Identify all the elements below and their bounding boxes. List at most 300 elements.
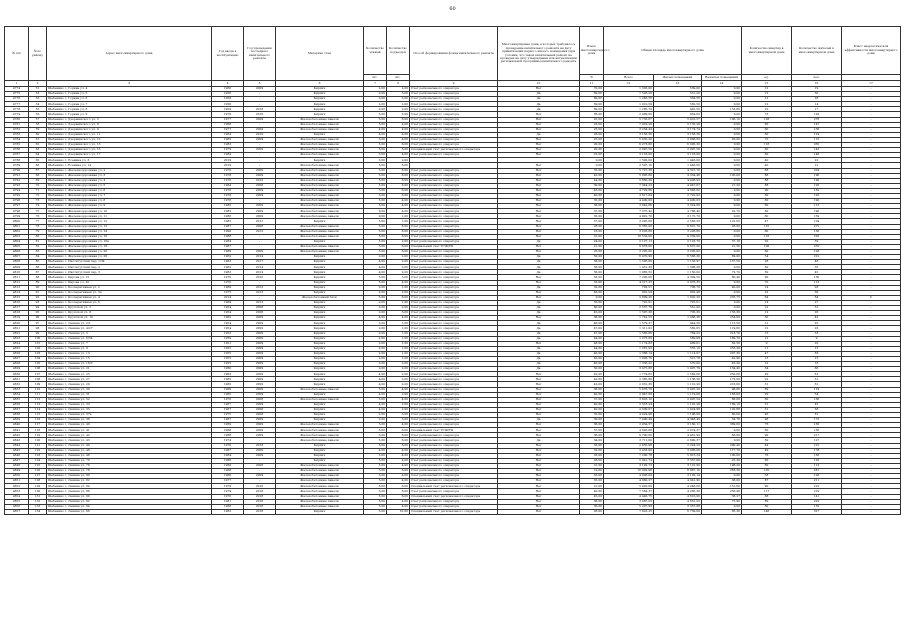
cell-area-living: 1 196,00 — [654, 413, 702, 418]
cell-wear: 40,00 — [580, 392, 604, 397]
cell-index: 4843 — [5, 438, 29, 443]
cell-wall-material: Кирпич — [276, 367, 364, 372]
cell-address: Шебекино г, Ленина ул, 29 — [47, 382, 212, 387]
cell-address: Шебекино г, Ленина ул, 32 — [47, 397, 212, 402]
cell-entrances: 1,00 — [387, 285, 410, 290]
cell-apartments: 31 — [742, 382, 792, 387]
cell-fund-method: Счет регионального оператора — [410, 188, 498, 193]
cell-wear: 37,00 — [580, 397, 604, 402]
cell-wall-material: Кирпич — [276, 351, 364, 356]
cell-apartments: 108 — [742, 244, 792, 249]
cell-area-nonliving: 0,00 — [702, 428, 742, 433]
cell-residents: 26 — [792, 311, 842, 316]
cell-entrances: 6,00 — [387, 183, 410, 188]
cell-apartments: 60 — [742, 397, 792, 402]
cell-entrances: 6,00 — [387, 178, 410, 183]
cell-last-repair: - — [244, 244, 276, 249]
cell-energy-class: - — [842, 219, 901, 224]
cell-year-built: 1955 — [212, 351, 244, 356]
cell-wear: 56,00 — [580, 265, 604, 270]
cell-year-built: 1975 — [212, 413, 244, 418]
cell-area-total: 3 433,00 — [604, 448, 654, 453]
cell-area-total: 6 273,60 — [604, 143, 654, 148]
cell-entrances: 1,00 — [387, 341, 410, 346]
cell-area-nonliving: 0,00 — [702, 193, 742, 198]
cell-fund-method: Специальный счет ТСЖ/УК — [410, 244, 498, 249]
cell-wear: 44,00 — [580, 336, 604, 341]
cell-repair-required: Да — [498, 265, 580, 270]
cell-area-nonliving: 85,30 — [702, 509, 742, 514]
cell-district-index: 75 — [29, 209, 47, 214]
cell-fund-method: Счет регионального оператора — [410, 97, 498, 102]
cell-area-total: 7 623,25 — [604, 509, 654, 514]
cell-year-built: 1970 — [212, 275, 244, 280]
cell-address: Шебекино г, Кооперативная ул, 4 — [47, 295, 212, 300]
cell-area-living: 3 160,11 — [654, 423, 702, 428]
cell-year-built: 1987 — [212, 244, 244, 249]
cell-energy-class: - — [842, 321, 901, 326]
cell-residents: 219 — [792, 489, 842, 494]
cell-wear: 20,00 — [580, 148, 604, 153]
cell-apartments: 87 — [742, 479, 792, 484]
cell-apartments: 64 — [742, 295, 792, 300]
cell-last-repair: 2008 — [244, 407, 276, 412]
cell-fund-method: Счет регионального оператора — [410, 377, 498, 382]
cell-fund-method: Специальный счет регионального оператора — [410, 494, 498, 499]
cell-index: 4823 — [5, 336, 29, 341]
cell-year-built: 1953 — [212, 331, 244, 336]
cell-last-repair: 2009 — [244, 428, 276, 433]
cell-year-built: 1960 — [212, 87, 244, 92]
cell-last-repair: 2010 — [244, 178, 276, 183]
cell-address: Шебекино г, Железнодорожная ул, 14 — [47, 229, 212, 234]
cell-area-living: 4 400,03 — [654, 199, 702, 204]
cell-address: Шебекино г, Ленина ул, 46 — [47, 448, 212, 453]
cell-area-nonliving: 66,60 — [702, 397, 742, 402]
cell-area-nonliving: 28,00 — [702, 224, 742, 229]
cell-district-index: 78 — [29, 224, 47, 229]
cell-address: Шебекино г, Железнодорожная ул, 16 — [47, 234, 212, 239]
cell-index: 4834 — [5, 392, 29, 397]
cell-energy-class: - — [842, 199, 901, 204]
cell-area-nonliving: 42,90 — [702, 356, 742, 361]
cell-district-index: 61 — [29, 137, 47, 142]
cell-repair-required: Нет — [498, 183, 580, 188]
cell-residents: 226 — [792, 234, 842, 239]
cell-last-repair: 2009 — [244, 250, 276, 255]
cell-wear: 42,00 — [580, 377, 604, 382]
cell-area-total: 3 087,63 — [604, 499, 654, 504]
cell-area-total: 4 446,75 — [604, 494, 654, 499]
cell-index: 4776 — [5, 97, 29, 102]
cell-floors: 5,00 — [364, 173, 387, 178]
cell-entrances: 6,00 — [387, 295, 410, 300]
cell-wall-material: Железобетонные панели — [276, 148, 364, 153]
cell-district-index: 102 — [29, 346, 47, 351]
cell-entrances: 4,00 — [387, 423, 410, 428]
cell-wall-material: Железобетонные панели — [276, 183, 364, 188]
cell-last-repair: 2009 — [244, 331, 276, 336]
cell-apartments: 34 — [742, 367, 792, 372]
cell-wall-material: Железобетонные панели — [276, 214, 364, 219]
cell-area-nonliving: 163,00 — [702, 392, 742, 397]
cell-fund-method: Счет регионального оператора — [410, 397, 498, 402]
cell-area-living: 3 205,00 — [654, 250, 702, 255]
cell-entrances: 1,00 — [387, 331, 410, 336]
cell-energy-class: - — [842, 193, 901, 198]
cell-area-total: 2 597,10 — [604, 163, 654, 168]
cell-entrances: 4,00 — [387, 316, 410, 321]
cell-residents: 17 — [792, 107, 842, 112]
cell-residents: 204 — [792, 168, 842, 173]
cell-repair-required: Нет — [498, 117, 580, 122]
cell-year-built: 2014 — [212, 295, 244, 300]
cell-residents: 64 — [792, 295, 842, 300]
cell-address: Шебекино г, Дзержинского ул, 9 — [47, 127, 212, 132]
cell-apartments: 59 — [742, 438, 792, 443]
cell-energy-class: - — [842, 214, 901, 219]
cell-area-living: 3 101,90 — [654, 463, 702, 468]
cell-wall-material: Железобетонные панели — [276, 423, 364, 428]
cell-address: Шебекино г, Железнодорожная ул, 2 — [47, 168, 212, 173]
cell-wall-material: Кирпич — [276, 372, 364, 377]
cell-fund-method: Счет регионального оператора — [410, 362, 498, 367]
cell-address: Шебекино г, Ленина ул, 15 — [47, 356, 212, 361]
cell-wall-material: Железобетонные панели — [276, 438, 364, 443]
cell-residents: 9 — [792, 336, 842, 341]
cell-floors: 5,00 — [364, 387, 387, 392]
cell-wear: 36,00 — [580, 316, 604, 321]
cell-entrances: 6,00 — [387, 168, 410, 173]
cell-year-built: 1987 — [212, 224, 244, 229]
cell-repair-required: Нет — [498, 413, 580, 418]
cell-residents: 59 — [792, 239, 842, 244]
cell-wear: 36,00 — [580, 260, 604, 265]
cell-last-repair: 2009 — [244, 321, 276, 326]
cell-area-nonliving: 26,00 — [702, 137, 742, 142]
cell-area-nonliving: 21,50 — [702, 244, 742, 249]
cell-index: 4807 — [5, 255, 29, 260]
col-header-repair-required: Многоквартирные дома, в которых требовалось проведение капитального ремонта на дату приватизации первого жилого помещения (при условии, что такой капитальный ремонт не проведен на дату утверждения или актуализации региональной программы капитального ремонта — [498, 27, 580, 81]
cell-wear: 35,00 — [580, 199, 604, 204]
cell-area-nonliving: 213,70 — [702, 331, 742, 336]
cell-entrances: 4,00 — [387, 132, 410, 137]
cell-wall-material: Кирпич — [276, 265, 364, 270]
cell-year-built: 2019 — [212, 163, 244, 168]
cell-entrances: 6,00 — [387, 250, 410, 255]
cell-area-nonliving: 369,00 — [702, 423, 742, 428]
cell-repair-required: Нет — [498, 193, 580, 198]
cell-area-nonliving: 283,30 — [702, 469, 742, 474]
cell-address: Шебекино г, Крупской ул, 10 — [47, 316, 212, 321]
cell-district-index: 57 — [29, 117, 47, 122]
cell-area-nonliving: 216,00 — [702, 382, 742, 387]
cell-area-nonliving: 134,40 — [702, 367, 742, 372]
cell-index: 4829 — [5, 367, 29, 372]
cell-fund-method: Счет регионального оператора — [410, 260, 498, 265]
cell-apartments: 89 — [742, 387, 792, 392]
cell-index: 4809 — [5, 265, 29, 270]
cell-entrances: 2,00 — [387, 290, 410, 295]
cell-area-living: 1 191,20 — [654, 402, 702, 407]
cell-wall-material: Железобетонные панели — [276, 229, 364, 234]
cell-area-nonliving: 169,70 — [702, 336, 742, 341]
cell-apartments: 60 — [742, 153, 792, 158]
cell-energy-class: - — [842, 413, 901, 418]
cell-last-repair: - — [244, 458, 276, 463]
cell-area-nonliving: 0,00 — [702, 265, 742, 270]
cell-wear: 45,00 — [580, 494, 604, 499]
cell-apartments: 60 — [742, 214, 792, 219]
cell-year-built: 1967 — [212, 407, 244, 412]
col-number: 9 — [410, 81, 498, 87]
cell-index: 4835 — [5, 397, 29, 402]
cell-area-living: 4 285,30 — [654, 489, 702, 494]
cell-area-total: 7 200,00 — [604, 275, 654, 280]
cell-repair-required: Нет — [498, 499, 580, 504]
cell-fund-method: Специальный счет ТСЖ/УК — [410, 428, 498, 433]
cell-last-repair: 2009 — [244, 336, 276, 341]
cell-wear: 50,00 — [580, 255, 604, 260]
cell-area-total: 3 623,10 — [604, 397, 654, 402]
cell-floors: 5,00 — [364, 219, 387, 224]
cell-residents: 101 — [792, 443, 842, 448]
cell-index: 4839 — [5, 418, 29, 423]
cell-district-index: 133 — [29, 504, 47, 509]
cell-fund-method: Счет регионального оператора — [410, 489, 498, 494]
cell-index: 4827 — [5, 356, 29, 361]
cell-area-total: 10 532,00 — [604, 234, 654, 239]
cell-district-index: 117 — [29, 423, 47, 428]
cell-wear: 23,00 — [580, 127, 604, 132]
cell-area-living: 3 357,60 — [654, 458, 702, 463]
cell-energy-class: - — [842, 311, 901, 316]
cell-repair-required: Нет — [498, 137, 580, 142]
cell-last-repair: 2018 — [244, 509, 276, 514]
cell-area-total: 4 424,96 — [604, 413, 654, 418]
cell-apartments: 40 — [742, 163, 792, 168]
cell-address: Шебекино г, Крупской ул, 2 — [47, 306, 212, 311]
cell-wall-material: Кирпич — [276, 280, 364, 285]
cell-repair-required: Нет — [498, 199, 580, 204]
cell-district-index: 103 — [29, 351, 47, 356]
cell-entrances: 4,00 — [387, 453, 410, 458]
cell-index: 4805 — [5, 244, 29, 249]
cell-area-total: 1 281,93 — [604, 346, 654, 351]
cell-address: Шебекино г, Ленина ул, 25 — [47, 372, 212, 377]
cell-area-living: 6 987,10 — [654, 469, 702, 474]
cell-area-total: 4 093,09 — [604, 474, 654, 479]
cell-area-nonliving: 0,00 — [702, 178, 742, 183]
cell-index: 4826 — [5, 351, 29, 356]
cell-energy-class: - — [842, 306, 901, 311]
cell-last-repair: 2009 — [244, 433, 276, 438]
page-number: 60 — [449, 6, 456, 12]
cell-energy-class: - — [842, 112, 901, 117]
cell-entrances: 4,00 — [387, 479, 410, 484]
cell-area-nonliving: 96,80 — [702, 387, 742, 392]
cell-apartments: 76 — [742, 453, 792, 458]
cell-last-repair: 2009 — [244, 356, 276, 361]
unit-entrances: шт. — [387, 75, 410, 81]
cell-year-built: 1968 — [212, 433, 244, 438]
cell-last-repair: 2009 — [244, 193, 276, 198]
cell-area-nonliving: 0,00 — [702, 148, 742, 153]
cell-wear: 39,00 — [580, 418, 604, 423]
cell-repair-required: Нет — [498, 295, 580, 300]
cell-index: 4830 — [5, 372, 29, 377]
cell-year-built: 1956 — [212, 97, 244, 102]
cell-fund-method: Счет регионального оператора — [410, 87, 498, 92]
cell-fund-method: Счет регионального оператора — [410, 178, 498, 183]
cell-area-nonliving: 62,50 — [702, 341, 742, 346]
cell-year-built: 1954 — [212, 321, 244, 326]
cell-wall-material: Кирпич — [276, 413, 364, 418]
cell-repair-required: Да — [498, 92, 580, 97]
cell-fund-method: Счет регионального оператора — [410, 351, 498, 356]
cell-repair-required: Да — [498, 321, 580, 326]
cell-area-nonliving: 0,00 — [702, 158, 742, 163]
cell-energy-class: - — [842, 438, 901, 443]
cell-residents: 58 — [792, 407, 842, 412]
cell-repair-required: Нет — [498, 173, 580, 178]
cell-area-living: 3 976,35 — [654, 280, 702, 285]
cell-area-nonliving: 0,00 — [702, 504, 742, 509]
cell-residents: 178 — [792, 448, 842, 453]
cell-wear: 0,00 — [580, 163, 604, 168]
cell-apartments: 58 — [742, 474, 792, 479]
cell-index: 4855 — [5, 499, 29, 504]
cell-area-nonliving: 0,00 — [702, 474, 742, 479]
cell-area-nonliving: 198,20 — [702, 463, 742, 468]
cell-residents: 158 — [792, 229, 842, 234]
cell-area-total: 791,91 — [604, 300, 654, 305]
cell-repair-required: Нет — [498, 479, 580, 484]
cell-address: Шебекино г, Дзержинского ул, 11 — [47, 132, 212, 137]
cell-entrances: 2,00 — [387, 367, 410, 372]
cell-wall-material: Железобетонные панели — [276, 168, 364, 173]
cell-area-total: 3 118,00 — [604, 153, 654, 158]
cell-energy-class: - — [842, 443, 901, 448]
cell-entrances: 4,00 — [387, 199, 410, 204]
cell-repair-required: Нет — [498, 372, 580, 377]
cell-floors: 2,00 — [364, 336, 387, 341]
cell-area-nonliving: 0,00 — [702, 234, 742, 239]
cell-address: Шебекино г, Горина ул, 9 — [47, 112, 212, 117]
cell-repair-required: Нет — [498, 423, 580, 428]
cell-apartments: 30 — [742, 270, 792, 275]
cell-area-living: 4 248,00 — [654, 484, 702, 489]
cell-entrances: 6,00 — [387, 438, 410, 443]
cell-wear: 40,00 — [580, 407, 604, 412]
cell-energy-class: - — [842, 285, 901, 290]
cell-energy-class: - — [842, 387, 901, 392]
cell-entrances: 3,00 — [387, 275, 410, 280]
cell-repair-required: Да — [498, 346, 580, 351]
cell-residents: 278 — [792, 117, 842, 122]
cell-energy-class: - — [842, 463, 901, 468]
cell-apartments: 14 — [742, 300, 792, 305]
cell-energy-class: - — [842, 117, 901, 122]
cell-repair-required: Нет — [498, 387, 580, 392]
cell-last-repair: 2009 — [244, 148, 276, 153]
cell-floors: 2,00 — [364, 367, 387, 372]
cell-residents: 212 — [792, 255, 842, 260]
cell-wear: 60,00 — [580, 306, 604, 311]
cell-area-living: 3 118,00 — [654, 153, 702, 158]
cell-repair-required: Да — [498, 311, 580, 316]
cell-floors: 2,00 — [364, 97, 387, 102]
cell-area-living: 551,20 — [654, 92, 702, 97]
cell-repair-required: Нет — [498, 168, 580, 173]
cell-area-nonliving: 172,00 — [702, 377, 742, 382]
cell-apartments: 12 — [742, 97, 792, 102]
cell-area-nonliving: 0,00 — [702, 92, 742, 97]
cell-repair-required: Да — [498, 107, 580, 112]
cell-apartments: 22 — [742, 377, 792, 382]
cell-district-index: 95 — [29, 311, 47, 316]
cell-index: 4821 — [5, 326, 29, 331]
cell-area-nonliving: 0,00 — [702, 127, 742, 132]
cell-wear: 0,00 — [580, 158, 604, 163]
cell-entrances: 1,00 — [387, 214, 410, 219]
cell-repair-required: Нет — [498, 489, 580, 494]
col-header-year-built: Год ввода в эксплуатацию — [212, 27, 244, 81]
cell-residents: 30 — [792, 92, 842, 97]
cell-apartments: 60 — [742, 504, 792, 509]
cell-area-total: 1 451,38 — [604, 265, 654, 270]
cell-floors: 3,00 — [364, 158, 387, 163]
cell-district-index: 128 — [29, 479, 47, 484]
cell-last-repair: 2009 — [244, 377, 276, 382]
cell-year-built: 1970 — [212, 443, 244, 448]
cell-floors: 5,00 — [364, 433, 387, 438]
col-number: 17 — [842, 81, 901, 87]
cell-floors: 5,00 — [364, 234, 387, 239]
cell-area-nonliving: 0,00 — [702, 102, 742, 107]
cell-energy-class: - — [842, 326, 901, 331]
cell-address: Шебекино г, Ленина ул, 96 — [47, 509, 212, 514]
cell-index: 4824 — [5, 341, 29, 346]
cell-area-total: 1 336,22 — [604, 362, 654, 367]
cell-energy-class: - — [842, 423, 901, 428]
cell-area-living: 1 368,38 — [654, 316, 702, 321]
cell-district-index: 69 — [29, 178, 47, 183]
cell-wall-material: Кирпич — [276, 443, 364, 448]
cell-fund-method: Счет регионального оператора — [410, 219, 498, 224]
cell-fund-method: Счет регионального оператора — [410, 463, 498, 468]
cell-area-total: 7 564,37 — [604, 489, 654, 494]
cell-wear: 21,00 — [580, 244, 604, 249]
cell-entrances: 6,00 — [387, 244, 410, 249]
cell-last-repair: 2009 — [244, 137, 276, 142]
cell-area-total: 2 489,00 — [604, 112, 654, 117]
cell-apartments: 73 — [742, 112, 792, 117]
col-header-address: Адрес многоквартирного дома — [47, 27, 212, 81]
col-header-area-living: Жилых помещений — [654, 75, 702, 81]
cell-year-built: 1975 — [212, 290, 244, 295]
cell-year-built: 1984 — [212, 153, 244, 158]
col-number: 12 — [604, 81, 654, 87]
cell-area-total: 1 592,00 — [604, 158, 654, 163]
cell-residents: 12 — [792, 163, 842, 168]
cell-wear: 46,00 — [580, 321, 604, 326]
cell-floors: 2,00 — [364, 87, 387, 92]
cell-apartments: 80 — [742, 199, 792, 204]
cell-repair-required: Нет — [498, 188, 580, 193]
col-number: 10 — [498, 81, 580, 87]
cell-district-index: 120 — [29, 438, 47, 443]
